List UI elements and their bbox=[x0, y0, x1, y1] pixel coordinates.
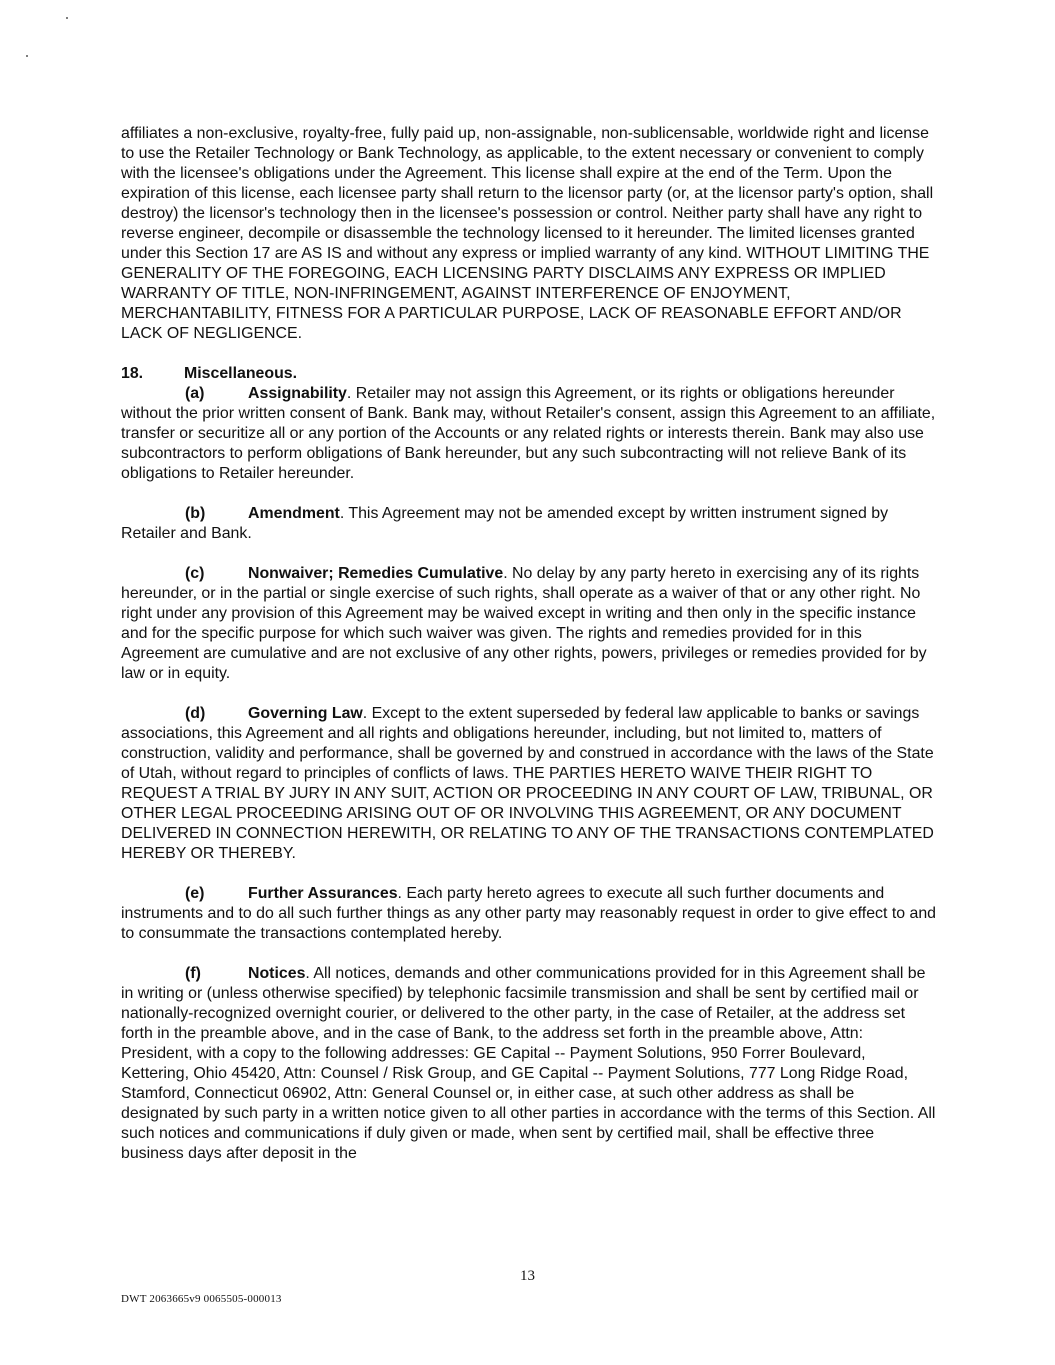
subsection-text: . All notices, demands and other communications provided for in this Agreement shall be in writing or (unless otherwise specified) by telephonic facsimile transmission and shall be sent by certified mail or nationally-recognized overnight courier, or delivered to the other party, in the case of Retailer, at the address set forth in the preamble above, and in the case of Bank, to the address set forth in the preamble above, Attn: President, with a copy to the following addresses: GE Capital -- Payment Solutions, 950 Forrer Boulevard, Kettering, Ohio 45420, Attn: Counsel / Risk Group, and GE Capital -- Payment Solutions, 777 Long Ridge Road, Stamford, Connecticut 06902, Attn: General Counsel or, in either case, at such other address as shall be designated by such party in a written notice given to all other parties in accordance with the terms of this Section. All such notices and communications if duly given or made, when sent by certified mail, shall be effective three business days after deposit in the bbox=[121, 965, 936, 1162]
subsection-further-assurances bbox=[121, 884, 936, 944]
document-id-footer: DWT 2063665v9 0065505-000013 bbox=[121, 1293, 282, 1305]
scan-speck bbox=[26, 55, 28, 57]
subsection-notices bbox=[121, 964, 936, 1164]
subsection-text: . Each party hereto agrees to execute all such further documents and instruments and to do all such further things as any other party may reasonably request in order to give effect to and to consummate the transactions contemplated hereby. bbox=[121, 885, 937, 942]
subsection-governing-law bbox=[121, 704, 936, 864]
subsection-label: (f) bbox=[185, 965, 201, 982]
subsection-label: (b) bbox=[185, 505, 206, 522]
subsection-nonwaiver bbox=[121, 564, 936, 684]
subsection-title: Amendment bbox=[248, 505, 340, 522]
subsection-title: Further Assurances bbox=[248, 885, 398, 902]
page-number: 13 bbox=[520, 1268, 535, 1284]
section-heading bbox=[121, 364, 936, 384]
subsection-amendment bbox=[121, 504, 936, 544]
subsection-label: (e) bbox=[185, 885, 205, 902]
subsection-text: . Except to the extent superseded by federal law applicable to banks or savings associations, this Agreement and all rights and obligations hereunder, including, but not limited to, matters of construction, validity and performance, shall be governed by and construed in accordance with the laws of the State of Utah, without regard to principles of conflicts of laws. THE PARTIES HERETO WAIVE THEIR RIGHT TO REQUEST A TRIAL BY JURY IN ANY SUIT, ACTION OR PROCEEDING IN ANY COURT OF LAW, TRIBUNAL, OR OTHER LEGAL PROCEEDING ARISING OUT OF OR INVOLVING THIS AGREEMENT, OR ANY DOCUMENT DELIVERED IN CONNECTION HEREWITH, OR RELATING TO ANY OF THE TRANSACTIONS CONTEMPLATED HEREBY OR THEREBY. bbox=[121, 705, 934, 862]
subsection-label: (d) bbox=[185, 705, 206, 722]
scan-speck bbox=[66, 17, 68, 19]
opening-paragraph: affiliates a non-exclusive, royalty-free, fully paid up, non-assignable, non-sublicensable, worldwide right and license to use the Retailer Technology or Bank Technology, as applicable, to the extent necessary or convenient to comply with the licensee's obligations under the Agreement. This license shall expire at the end of the Term. Upon the expiration of this license, each licensee party shall return to the licensor party (or, at the licensor party's option, shall destroy) the licensor's technology then in the licensee's possession or control. Neither party shall have any right to reverse engineer, decompile or disassemble the technology licensed to it hereunder. The limited licenses granted under this Section 17 are AS IS and without any express or implied warranty of any kind. WITHOUT LIMITING THE GENERALITY OF THE FOREGOING, EACH LICENSING PARTY DISCLAIMS ANY EXPRESS OR IMPLIED WARRANTY OF TITLE, NON-INFRINGEMENT, AGAINST INTERFERENCE OF ENJOYMENT, MERCHANTABILITY, FITNESS FOR A PARTICULAR PURPOSE, LACK OF REASONABLE EFFORT AND/OR LACK OF NEGLIGENCE. bbox=[121, 125, 934, 342]
section-number: 18. bbox=[121, 365, 144, 382]
subsection-title: Governing Law bbox=[248, 705, 363, 722]
subsection-title: Nonwaiver; Remedies Cumulative bbox=[248, 565, 504, 582]
subsection-text: . Retailer may not assign this Agreement, or its rights or obligations hereunder without the prior written consent of Bank. Bank may, without Retailer's consent, assign this Agreement to an affiliate, transfer or securitize all or any portion of the Accounts or any related rights or interests therein. Bank may also use subcontractors to perform obligations of Bank hereunder, but any such subcontracting will not relieve Bank of its obligations to Retailer hereunder. bbox=[121, 385, 936, 482]
subsection-title: Notices bbox=[248, 965, 306, 982]
subsection-assignability bbox=[121, 384, 936, 484]
subsection-title: Assignability bbox=[248, 385, 347, 402]
subsection-text: . No delay by any party hereto in exercising any of its rights hereunder, or in the partial or single exercise of such rights, shall operate as a waiver of that or any other right. No right under any provision of this Agreement may be waived except in writing and then only in the specific instance and for the specific purpose for which such waiver was given. The rights and remedies provided for in this Agreement are cumulative and are not exclusive of any other rights, powers, privileges or remedies provided for by law or in equity. bbox=[121, 565, 927, 682]
document-body bbox=[121, 124, 936, 1184]
section-title: Miscellaneous. bbox=[184, 365, 298, 382]
subsection-text: . This Agreement may not be amended except by written instrument signed by Retailer and Bank. bbox=[121, 505, 889, 542]
subsection-label: (a) bbox=[185, 385, 205, 402]
subsection-label: (c) bbox=[185, 565, 205, 582]
